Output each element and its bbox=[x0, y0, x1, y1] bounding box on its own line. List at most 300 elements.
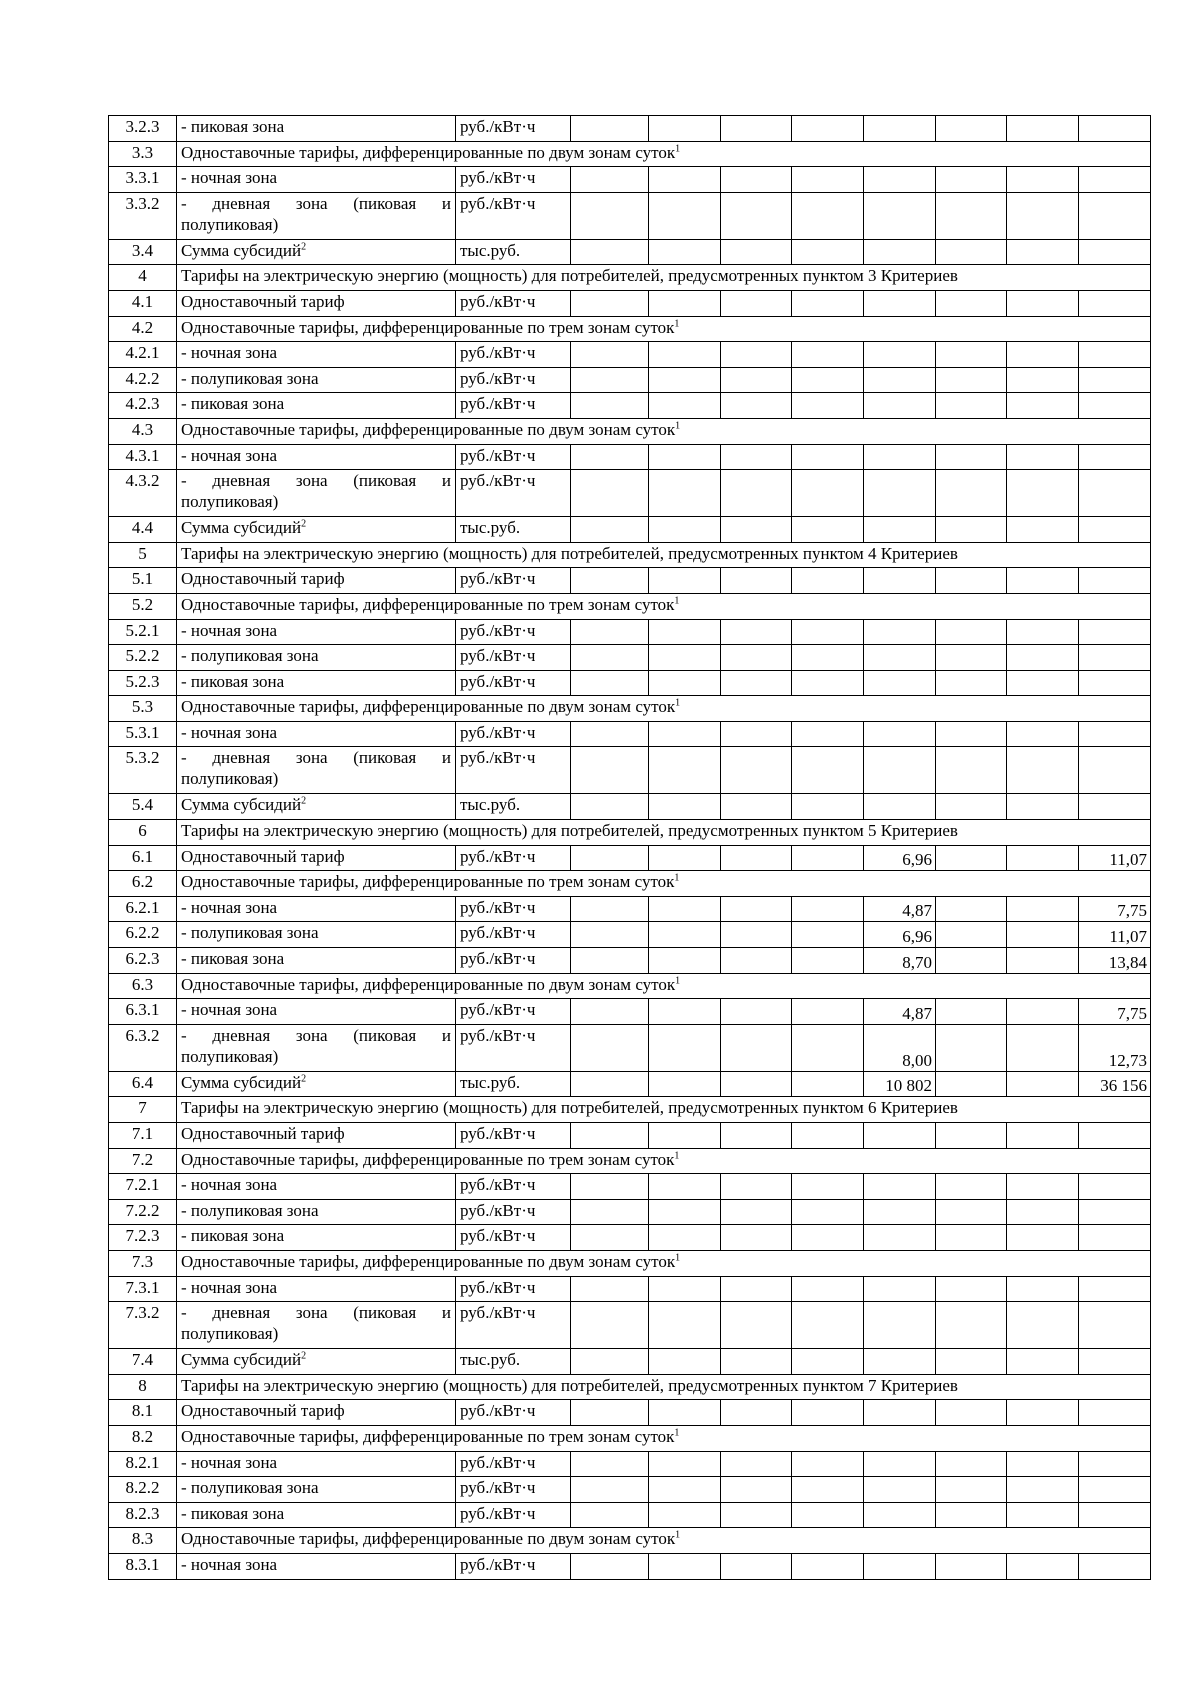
value-cell bbox=[1079, 747, 1151, 794]
value-cell bbox=[649, 116, 721, 142]
table-row bbox=[109, 1349, 1151, 1375]
section-title-text: Одноставочные тарифы, дифференцированные по двум зонам суток bbox=[181, 974, 676, 994]
section-row bbox=[109, 593, 1151, 619]
value-cell bbox=[721, 1225, 792, 1251]
row-unit: руб./кВт·ч bbox=[456, 1502, 571, 1528]
value-cell bbox=[1007, 1302, 1079, 1349]
row-name bbox=[177, 1400, 456, 1426]
value-cell bbox=[936, 645, 1007, 671]
value-cell bbox=[1079, 1302, 1151, 1349]
row-name bbox=[177, 1199, 456, 1225]
row-number: 5.3.2 bbox=[109, 747, 177, 794]
value-cell bbox=[936, 721, 1007, 747]
value-cell bbox=[649, 1553, 721, 1579]
value-cell bbox=[1079, 1174, 1151, 1200]
row-name bbox=[177, 1276, 456, 1302]
value-cell bbox=[571, 619, 649, 645]
value-cell bbox=[864, 1174, 936, 1200]
value-cell bbox=[721, 444, 792, 470]
row-number: 6.1 bbox=[109, 845, 177, 871]
value-cell bbox=[1007, 1225, 1079, 1251]
value-cell bbox=[721, 1123, 792, 1149]
value-cell bbox=[1007, 747, 1079, 794]
footnote-mark: 2 bbox=[301, 241, 307, 253]
value-cell: 12,73 bbox=[1079, 1024, 1151, 1071]
table-row bbox=[109, 1553, 1151, 1579]
value-cell bbox=[936, 948, 1007, 974]
value-cell bbox=[649, 1502, 721, 1528]
section-title bbox=[177, 696, 1151, 722]
value-cell bbox=[936, 896, 1007, 922]
table-row bbox=[109, 116, 1151, 142]
row-name bbox=[177, 721, 456, 747]
value-cell bbox=[936, 999, 1007, 1025]
row-name bbox=[177, 1302, 456, 1349]
row-unit: руб./кВт·ч bbox=[456, 116, 571, 142]
section-title bbox=[177, 1425, 1151, 1451]
value-cell bbox=[1007, 1477, 1079, 1503]
value-cell bbox=[1007, 1071, 1079, 1097]
value-cell bbox=[571, 922, 649, 948]
value-cell bbox=[571, 568, 649, 594]
value-cell bbox=[1079, 645, 1151, 671]
footnote-mark: 1 bbox=[674, 595, 680, 607]
value-cell bbox=[1007, 721, 1079, 747]
section-title-text: Тарифы на электрическую энергию (мощность) для потребителей, предусмотренных пунктом 3 Критериев bbox=[181, 266, 958, 286]
value-cell bbox=[936, 1276, 1007, 1302]
value-cell bbox=[649, 845, 721, 871]
value-cell bbox=[792, 470, 864, 517]
value-cell: 10 802 bbox=[864, 1071, 936, 1097]
value-cell bbox=[936, 1199, 1007, 1225]
value-cell bbox=[1007, 342, 1079, 368]
value-cell bbox=[936, 1123, 1007, 1149]
footnote-mark: 2 bbox=[301, 518, 307, 530]
row-unit: руб./кВт·ч bbox=[456, 999, 571, 1025]
value-cell bbox=[1007, 444, 1079, 470]
value-cell bbox=[721, 239, 792, 265]
value-cell bbox=[1079, 116, 1151, 142]
row-number: 4.2.3 bbox=[109, 393, 177, 419]
table-row bbox=[109, 1502, 1151, 1528]
value-cell bbox=[1079, 1400, 1151, 1426]
row-name-text: - ночная зона bbox=[181, 1175, 278, 1195]
value-cell bbox=[1007, 116, 1079, 142]
value-cell bbox=[1007, 922, 1079, 948]
row-unit: руб./кВт·ч bbox=[456, 1123, 571, 1149]
value-cell bbox=[864, 1451, 936, 1477]
value-cell bbox=[1079, 167, 1151, 193]
value-cell bbox=[864, 290, 936, 316]
value-cell bbox=[1007, 1400, 1079, 1426]
value-cell bbox=[1007, 290, 1079, 316]
value-cell bbox=[649, 670, 721, 696]
value-cell bbox=[792, 1349, 864, 1375]
value-cell bbox=[864, 794, 936, 820]
value-cell: 8,00 bbox=[864, 1024, 936, 1071]
row-number: 5.2 bbox=[109, 593, 177, 619]
value-cell bbox=[1079, 1123, 1151, 1149]
table-row bbox=[109, 1400, 1151, 1426]
table-row bbox=[109, 1302, 1151, 1349]
row-name bbox=[177, 167, 456, 193]
value-cell bbox=[792, 948, 864, 974]
table-row bbox=[109, 1276, 1151, 1302]
row-number: 7.4 bbox=[109, 1349, 177, 1375]
section-title bbox=[177, 973, 1151, 999]
section-title-text: Тарифы на электрическую энергию (мощность) для потребителей, предусмотренных пунктом 6 Критериев bbox=[181, 1098, 958, 1118]
value-cell bbox=[864, 116, 936, 142]
row-name-text: - дневная зона (пиковая и полупиковая) bbox=[181, 471, 451, 512]
row-name-text: Сумма субсидий bbox=[181, 1072, 302, 1092]
footnote-mark: 1 bbox=[674, 1427, 680, 1439]
table-row bbox=[109, 999, 1151, 1025]
section-title-text: Тарифы на электрическую энергию (мощность) для потребителей, предусмотренных пунктом 7 Критериев bbox=[181, 1375, 958, 1395]
value-cell bbox=[1079, 721, 1151, 747]
value-cell bbox=[721, 896, 792, 922]
row-name bbox=[177, 1071, 456, 1097]
value-cell bbox=[864, 645, 936, 671]
value-cell bbox=[1007, 670, 1079, 696]
row-name-text: - полупиковая зона bbox=[181, 368, 319, 388]
value-cell bbox=[571, 1400, 649, 1426]
value-cell bbox=[571, 845, 649, 871]
row-unit: руб./кВт·ч bbox=[456, 1400, 571, 1426]
row-number: 6.2.1 bbox=[109, 896, 177, 922]
section-row bbox=[109, 1528, 1151, 1554]
value-cell bbox=[864, 1276, 936, 1302]
row-name-text: - ночная зона bbox=[181, 1554, 278, 1574]
value-cell bbox=[1079, 619, 1151, 645]
footnote-mark: 1 bbox=[675, 1529, 681, 1541]
row-number: 7.2.3 bbox=[109, 1225, 177, 1251]
value-cell bbox=[792, 1123, 864, 1149]
row-name-text: - дневная зона (пиковая и полупиковая) bbox=[181, 193, 451, 234]
table-row bbox=[109, 239, 1151, 265]
value-cell bbox=[571, 1276, 649, 1302]
row-number: 3.3.2 bbox=[109, 192, 177, 239]
section-title-text: Одноставочные тарифы, дифференцированные по двум зонам суток bbox=[181, 1251, 676, 1271]
value-cell bbox=[721, 1400, 792, 1426]
value-cell bbox=[721, 1276, 792, 1302]
row-number: 4.3.1 bbox=[109, 444, 177, 470]
row-number: 3.3 bbox=[109, 141, 177, 167]
value-cell bbox=[571, 1553, 649, 1579]
section-row bbox=[109, 1148, 1151, 1174]
value-cell bbox=[571, 444, 649, 470]
row-name bbox=[177, 1174, 456, 1200]
value-cell bbox=[571, 167, 649, 193]
value-cell bbox=[864, 342, 936, 368]
value-cell bbox=[649, 1276, 721, 1302]
section-title bbox=[177, 316, 1151, 342]
row-name-text: Сумма субсидий bbox=[181, 240, 302, 260]
value-cell bbox=[864, 192, 936, 239]
row-name-text: - дневная зона (пиковая и полупиковая) bbox=[181, 1025, 451, 1066]
value-cell bbox=[571, 1225, 649, 1251]
row-name bbox=[177, 922, 456, 948]
section-row bbox=[109, 141, 1151, 167]
row-name-text: Сумма субсидий bbox=[181, 518, 302, 538]
table-row bbox=[109, 721, 1151, 747]
row-name-text: - пиковая зона bbox=[181, 671, 285, 691]
row-unit: тыс.руб. bbox=[456, 517, 571, 543]
value-cell bbox=[721, 167, 792, 193]
value-cell bbox=[571, 1502, 649, 1528]
value-cell bbox=[1007, 1123, 1079, 1149]
row-name bbox=[177, 517, 456, 543]
value-cell bbox=[571, 1451, 649, 1477]
value-cell: 4,87 bbox=[864, 999, 936, 1025]
row-number: 8.1 bbox=[109, 1400, 177, 1426]
section-title-text: Одноставочные тарифы, дифференцированные по двум зонам суток bbox=[181, 697, 676, 717]
value-cell bbox=[936, 845, 1007, 871]
value-cell bbox=[571, 948, 649, 974]
section-row bbox=[109, 973, 1151, 999]
value-cell bbox=[792, 721, 864, 747]
value-cell bbox=[721, 721, 792, 747]
table-row bbox=[109, 290, 1151, 316]
row-name-text: - дневная зона (пиковая и полупиковая) bbox=[181, 748, 451, 789]
value-cell bbox=[571, 470, 649, 517]
row-name bbox=[177, 1024, 456, 1071]
tariff-table bbox=[108, 115, 1151, 1580]
row-name-text: - ночная зона bbox=[181, 445, 278, 465]
value-cell bbox=[721, 845, 792, 871]
row-name-text: - пиковая зона bbox=[181, 949, 285, 969]
value-cell: 11,07 bbox=[1079, 845, 1151, 871]
value-cell bbox=[1079, 568, 1151, 594]
value-cell bbox=[571, 645, 649, 671]
table-row bbox=[109, 367, 1151, 393]
row-name-text: - полупиковая зона bbox=[181, 646, 319, 666]
section-title bbox=[177, 1528, 1151, 1554]
value-cell bbox=[1007, 1502, 1079, 1528]
value-cell bbox=[1007, 517, 1079, 543]
row-unit: руб./кВт·ч bbox=[456, 845, 571, 871]
section-title-text: Тарифы на электрическую энергию (мощность) для потребителей, предусмотренных пунктом 5 Критериев bbox=[181, 821, 958, 841]
value-cell bbox=[721, 342, 792, 368]
value-cell bbox=[721, 290, 792, 316]
value-cell bbox=[1079, 517, 1151, 543]
row-number: 4.3.2 bbox=[109, 470, 177, 517]
value-cell bbox=[1007, 1349, 1079, 1375]
value-cell bbox=[649, 393, 721, 419]
value-cell bbox=[1007, 393, 1079, 419]
row-unit: руб./кВт·ч bbox=[456, 367, 571, 393]
value-cell bbox=[792, 1477, 864, 1503]
section-title-text: Одноставочные тарифы, дифференцированные по двум зонам суток bbox=[181, 1529, 676, 1549]
value-cell bbox=[571, 670, 649, 696]
section-title bbox=[177, 1097, 1151, 1123]
row-name-text: - пиковая зона bbox=[181, 117, 285, 136]
row-name bbox=[177, 948, 456, 974]
value-cell bbox=[864, 1349, 936, 1375]
table-row bbox=[109, 845, 1151, 871]
table-row bbox=[109, 948, 1151, 974]
value-cell bbox=[649, 922, 721, 948]
row-name bbox=[177, 192, 456, 239]
table-row bbox=[109, 1199, 1151, 1225]
value-cell bbox=[721, 747, 792, 794]
value-cell bbox=[721, 568, 792, 594]
value-cell bbox=[649, 167, 721, 193]
value-cell bbox=[721, 1502, 792, 1528]
value-cell bbox=[721, 1553, 792, 1579]
row-name bbox=[177, 1477, 456, 1503]
value-cell: 11,07 bbox=[1079, 922, 1151, 948]
value-cell bbox=[649, 1225, 721, 1251]
value-cell bbox=[864, 1199, 936, 1225]
value-cell bbox=[864, 1302, 936, 1349]
value-cell bbox=[792, 1302, 864, 1349]
section-title bbox=[177, 418, 1151, 444]
value-cell bbox=[864, 393, 936, 419]
row-number: 7.3.1 bbox=[109, 1276, 177, 1302]
value-cell bbox=[1007, 645, 1079, 671]
row-name-text: - пиковая зона bbox=[181, 1503, 285, 1523]
value-cell bbox=[792, 1174, 864, 1200]
value-cell: 7,75 bbox=[1079, 896, 1151, 922]
value-cell bbox=[1007, 1451, 1079, 1477]
row-unit: руб./кВт·ч bbox=[456, 192, 571, 239]
value-cell bbox=[721, 1451, 792, 1477]
row-number: 6.3.2 bbox=[109, 1024, 177, 1071]
table-row bbox=[109, 619, 1151, 645]
value-cell bbox=[792, 393, 864, 419]
section-title-text: Одноставочные тарифы, дифференцированные по двум зонам суток bbox=[181, 419, 676, 439]
row-name-text: - ночная зона bbox=[181, 1277, 278, 1297]
value-cell bbox=[721, 1024, 792, 1071]
value-cell bbox=[721, 470, 792, 517]
value-cell bbox=[936, 444, 1007, 470]
value-cell bbox=[792, 794, 864, 820]
table-row bbox=[109, 645, 1151, 671]
section-title bbox=[177, 1374, 1151, 1400]
value-cell bbox=[1079, 1553, 1151, 1579]
value-cell bbox=[649, 1349, 721, 1375]
value-cell bbox=[721, 999, 792, 1025]
row-name bbox=[177, 470, 456, 517]
value-cell bbox=[936, 1502, 1007, 1528]
section-row bbox=[109, 316, 1151, 342]
value-cell bbox=[1007, 619, 1079, 645]
value-cell bbox=[1007, 999, 1079, 1025]
value-cell bbox=[649, 1174, 721, 1200]
section-title-text: Одноставочные тарифы, дифференцированные по трем зонам суток bbox=[181, 1426, 675, 1446]
row-name bbox=[177, 1349, 456, 1375]
row-number: 6.3.1 bbox=[109, 999, 177, 1025]
row-name bbox=[177, 896, 456, 922]
table-row bbox=[109, 444, 1151, 470]
row-number: 5.2.3 bbox=[109, 670, 177, 696]
value-cell bbox=[792, 845, 864, 871]
value-cell bbox=[721, 1349, 792, 1375]
row-number: 5.1 bbox=[109, 568, 177, 594]
value-cell bbox=[936, 393, 1007, 419]
value-cell bbox=[571, 999, 649, 1025]
value-cell bbox=[864, 444, 936, 470]
row-number: 5.2.1 bbox=[109, 619, 177, 645]
row-unit: руб./кВт·ч bbox=[456, 1024, 571, 1071]
row-number: 8.2.1 bbox=[109, 1451, 177, 1477]
value-cell bbox=[649, 619, 721, 645]
row-number: 8.3.1 bbox=[109, 1553, 177, 1579]
value-cell bbox=[1007, 167, 1079, 193]
row-number: 6.3 bbox=[109, 973, 177, 999]
row-unit: руб./кВт·ч bbox=[456, 1199, 571, 1225]
value-cell bbox=[1079, 342, 1151, 368]
value-cell bbox=[792, 568, 864, 594]
row-number: 8.2.2 bbox=[109, 1477, 177, 1503]
value-cell bbox=[936, 670, 1007, 696]
value-cell bbox=[936, 470, 1007, 517]
row-number: 7.1 bbox=[109, 1123, 177, 1149]
value-cell bbox=[936, 1451, 1007, 1477]
value-cell bbox=[1007, 1174, 1079, 1200]
value-cell bbox=[792, 747, 864, 794]
table-row bbox=[109, 342, 1151, 368]
row-unit: руб./кВт·ч bbox=[456, 1174, 571, 1200]
value-cell bbox=[792, 999, 864, 1025]
row-name-text: Сумма субсидий bbox=[181, 795, 302, 815]
footnote-mark: 1 bbox=[675, 1252, 681, 1264]
value-cell bbox=[721, 619, 792, 645]
value-cell bbox=[864, 1477, 936, 1503]
value-cell bbox=[936, 342, 1007, 368]
section-title-text: Одноставочные тарифы, дифференцированные по трем зонам суток bbox=[181, 1149, 675, 1169]
row-unit: руб./кВт·ч bbox=[456, 167, 571, 193]
value-cell bbox=[1079, 1225, 1151, 1251]
value-cell bbox=[649, 1400, 721, 1426]
footnote-mark: 1 bbox=[674, 317, 680, 329]
value-cell bbox=[649, 794, 721, 820]
table-row bbox=[109, 747, 1151, 794]
value-cell bbox=[571, 794, 649, 820]
value-cell bbox=[864, 619, 936, 645]
value-cell bbox=[1079, 239, 1151, 265]
value-cell bbox=[649, 1477, 721, 1503]
value-cell bbox=[649, 192, 721, 239]
row-name-text: - ночная зона bbox=[181, 343, 278, 363]
value-cell bbox=[1007, 1199, 1079, 1225]
value-cell bbox=[721, 1071, 792, 1097]
value-cell bbox=[792, 192, 864, 239]
section-title bbox=[177, 1250, 1151, 1276]
section-title-text: Одноставочные тарифы, дифференцированные по трем зонам суток bbox=[181, 872, 675, 892]
row-name-text: Одноставочный тариф bbox=[181, 569, 345, 589]
value-cell bbox=[1079, 1477, 1151, 1503]
row-unit: руб./кВт·ч bbox=[456, 444, 571, 470]
value-cell bbox=[936, 568, 1007, 594]
value-cell bbox=[1079, 290, 1151, 316]
row-name-text: - ночная зона bbox=[181, 620, 278, 640]
row-name bbox=[177, 619, 456, 645]
row-name-text: - полупиковая зона bbox=[181, 1478, 319, 1498]
row-name-text: - полупиковая зона bbox=[181, 923, 319, 943]
value-cell bbox=[936, 239, 1007, 265]
value-cell bbox=[936, 367, 1007, 393]
footnote-mark: 1 bbox=[675, 974, 681, 986]
value-cell bbox=[649, 896, 721, 922]
value-cell bbox=[936, 517, 1007, 543]
value-cell bbox=[649, 747, 721, 794]
table-row bbox=[109, 568, 1151, 594]
value-cell bbox=[571, 747, 649, 794]
value-cell: 4,87 bbox=[864, 896, 936, 922]
row-number: 7.3.2 bbox=[109, 1302, 177, 1349]
value-cell bbox=[792, 1451, 864, 1477]
